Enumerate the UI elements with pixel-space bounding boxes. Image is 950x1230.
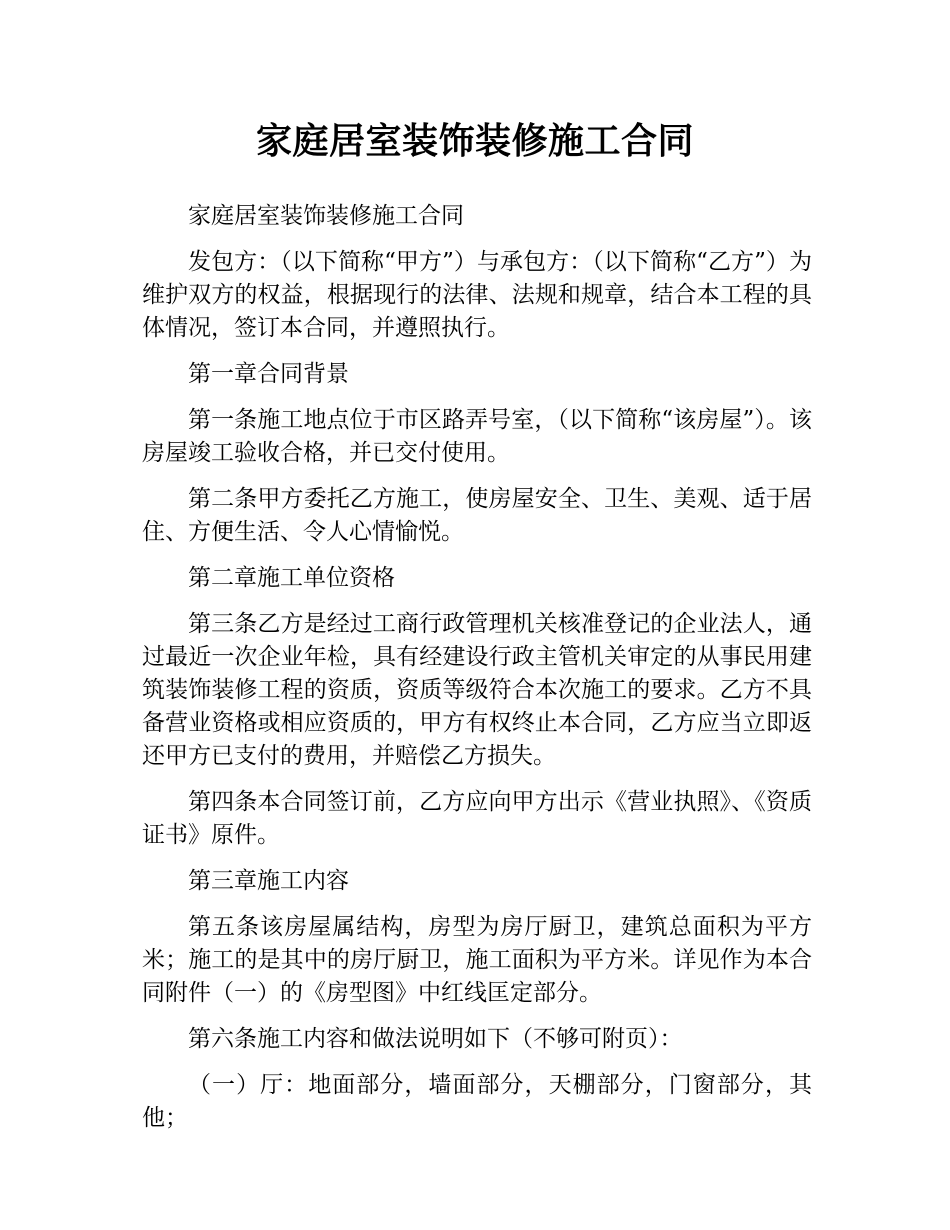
article-6-item-1: （一）厅：地面部分，墙面部分，天棚部分，门窗部分，其他； [142,1072,812,1131]
article-6: 第六条施工内容和做法说明如下（不够可附页）： [188,1026,683,1052]
article-1: 第一条施工地点位于市区路弄号室，（以下简称“该房屋”）。该房屋竣工验收合格，并已交付使用。 [142,407,812,466]
chapter-1-heading: 第一章合同背景 [188,361,349,387]
article-5: 第五条该房屋属结构，房型为房厅厨卫，建筑总面积为平方米；施工的是其中的房厅厨卫，施工面积为平方米。详见作为本合同附件（一）的《房型图》中红线匡定部分。 [142,914,812,1006]
paragraph-heading: 家庭居室装饰装修施工合同 [188,203,464,229]
article-2: 第二条甲方委托乙方施工，使房屋安全、卫生、美观、适于居住、方便生活、令人心情愉悦。 [142,486,812,545]
document-title: 家庭居室装饰装修施工合同 [255,121,694,162]
document-body [142,200,812,1148]
chapter-2-heading: 第二章施工单位资格 [188,565,395,591]
article-4: 第四条本合同签订前，乙方应向甲方出示《营业执照》、《资质证书》原件。 [142,789,812,848]
chapter-3-heading: 第三章施工内容 [188,868,349,894]
article-3: 第三条乙方是经过工商行政管理机关核准登记的企业法人，通过最近一次企业年检，具有经建设行政主管机关审定的从事民用建筑装饰装修工程的资质，资质等级符合本次施工的要求。乙方不具备营业资格或相应资质的，甲方有权终止本合同，乙方应当立即返还甲方已支付的费用，并赔偿乙方损失。 [142,611,812,769]
paragraph-preamble: 发包方：（以下简称“甲方”）与承包方：（以下简称“乙方”）为维护双方的权益，根据现行的法律、法规和规章，结合本工程的具体情况，签订本合同，并遵照执行。 [142,249,812,341]
